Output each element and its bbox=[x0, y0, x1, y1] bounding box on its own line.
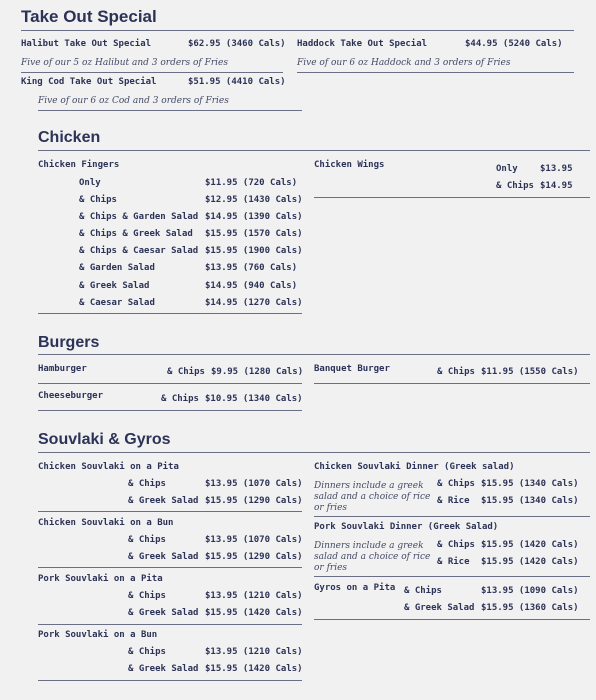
option-label: & Rice bbox=[437, 496, 470, 506]
divider bbox=[38, 511, 302, 512]
option-price: $13.95 (1090 Cals) bbox=[481, 586, 579, 596]
option-price: $9.95 (1280 Cals) bbox=[211, 367, 304, 377]
option-price: $15.95 (1420 Cals) bbox=[205, 664, 303, 674]
option-price: $13.95 (760 Cals) bbox=[205, 263, 298, 273]
option-label: & Chips bbox=[128, 479, 166, 489]
divider bbox=[314, 619, 590, 620]
option-price: $14.95 bbox=[540, 181, 573, 191]
option-price: $13.95 (1210 Cals) bbox=[205, 647, 303, 657]
option-label: & Caesar Salad bbox=[79, 298, 155, 308]
item-name-cheeseburger: Cheeseburger bbox=[38, 391, 104, 401]
item-price-haddock: $44.95 (5240 Cals) bbox=[465, 39, 563, 49]
option-price: $15.95 (1290 Cals) bbox=[205, 496, 303, 506]
option-price: $11.95 (1550 Cals) bbox=[481, 367, 579, 377]
divider bbox=[38, 383, 302, 384]
item-name-banquet-burger: Banquet Burger bbox=[314, 364, 390, 374]
option-price: $15.95 (1340 Cals) bbox=[481, 479, 579, 489]
option-price: $15.95 (1290 Cals) bbox=[205, 552, 303, 562]
option-label: & Chips bbox=[167, 367, 205, 377]
option-label: & Chips & Greek Salad bbox=[79, 229, 193, 239]
section-title-souvlaki: Souvlaki & Gyros bbox=[38, 431, 171, 448]
divider bbox=[314, 516, 590, 517]
section-title-burgers: Burgers bbox=[38, 334, 100, 351]
option-label: & Chips & Garden Salad bbox=[79, 212, 199, 222]
option-price: $13.95 (1070 Cals) bbox=[205, 535, 303, 545]
item-name-chicken-wings: Chicken Wings bbox=[314, 160, 385, 170]
item-name-halibut: Halibut Take Out Special bbox=[21, 39, 152, 49]
dinner-note: Dinners include a greek bbox=[314, 541, 424, 551]
item-name-chicken-fingers: Chicken Fingers bbox=[38, 160, 120, 170]
option-label: & Garden Salad bbox=[79, 263, 155, 273]
item-name-chicken-souvlaki-dinner: Chicken Souvlaki Dinner (Greek salad) bbox=[314, 462, 515, 472]
option-label: & Greek Salad bbox=[128, 496, 199, 506]
option-label: & Chips bbox=[437, 479, 475, 489]
option-price: $12.95 (1430 Cals) bbox=[205, 195, 303, 205]
item-name-pork-souvlaki-bun: Pork Souvlaki on a Bun bbox=[38, 630, 158, 640]
dinner-note: or fries bbox=[314, 563, 348, 573]
item-name-pork-souvlaki-dinner: Pork Souvlaki Dinner (Greek Salad) bbox=[314, 522, 499, 532]
item-price-halibut: $62.95 (3460 Cals) bbox=[188, 39, 286, 49]
dinner-note: salad and a choice of rice bbox=[314, 552, 431, 562]
option-label: & Rice bbox=[437, 557, 470, 567]
option-label: Only bbox=[79, 178, 101, 188]
item-price-kingcod: $51.95 (4410 Cals) bbox=[188, 77, 286, 87]
option-label: Only bbox=[496, 164, 518, 174]
option-label: & Greek Salad bbox=[79, 281, 150, 291]
option-price: $15.95 (1340 Cals) bbox=[481, 496, 579, 506]
dinner-note: or fries bbox=[314, 503, 348, 513]
option-price: $13.95 (1070 Cals) bbox=[205, 479, 303, 489]
option-price: $15.95 (1900 Cals) bbox=[205, 246, 303, 256]
option-label: & Chips bbox=[161, 394, 199, 404]
option-label: & Chips bbox=[79, 195, 117, 205]
divider bbox=[21, 30, 574, 31]
divider bbox=[38, 567, 302, 568]
item-name-kingcod: King Cod Take Out Special bbox=[21, 77, 157, 87]
option-label: & Chips bbox=[128, 535, 166, 545]
divider bbox=[297, 72, 574, 73]
option-price: $11.95 (720 Cals) bbox=[205, 178, 298, 188]
option-price: $15.95 (1570 Cals) bbox=[205, 229, 303, 239]
divider bbox=[38, 313, 302, 314]
option-price: $13.95 (1210 Cals) bbox=[205, 591, 303, 601]
item-name-gyros-pita: Gyros on a Pita bbox=[314, 583, 396, 593]
option-label: & Greek Salad bbox=[128, 664, 199, 674]
option-label: & Chips bbox=[437, 540, 475, 550]
option-price: $14.95 (1390 Cals) bbox=[205, 212, 303, 222]
section-title-chicken: Chicken bbox=[38, 129, 101, 146]
divider bbox=[21, 72, 283, 73]
divider bbox=[38, 410, 302, 411]
divider bbox=[314, 197, 590, 198]
option-label: & Chips bbox=[128, 647, 166, 657]
divider bbox=[314, 576, 590, 577]
option-label: & Chips & Caesar Salad bbox=[79, 246, 199, 256]
item-name-hamburger: Hamburger bbox=[38, 364, 87, 374]
dinner-note: salad and a choice of rice bbox=[314, 492, 431, 502]
divider bbox=[38, 110, 302, 111]
option-price: $15.95 (1360 Cals) bbox=[481, 603, 579, 613]
option-price: $14.95 (940 Cals) bbox=[205, 281, 298, 291]
option-label: & Greek Salad bbox=[404, 603, 475, 613]
option-label: & Greek Salad bbox=[128, 552, 199, 562]
dinner-note: Dinners include a greek bbox=[314, 481, 424, 491]
item-name-chicken-souvlaki-pita: Chicken Souvlaki on a Pita bbox=[38, 462, 179, 472]
divider bbox=[38, 680, 302, 681]
item-desc-kingcod: Five of our 6 oz Cod and 3 orders of Fries bbox=[38, 96, 229, 106]
item-desc-halibut: Five of our 5 oz Halibut and 3 orders of Fries bbox=[21, 58, 228, 68]
option-price: $15.95 (1420 Cals) bbox=[205, 608, 303, 618]
divider bbox=[38, 150, 590, 151]
option-price: $13.95 bbox=[540, 164, 573, 174]
option-price: $14.95 (1270 Cals) bbox=[205, 298, 303, 308]
divider bbox=[38, 624, 302, 625]
option-price: $10.95 (1340 Cals) bbox=[205, 394, 303, 404]
option-label: & Greek Salad bbox=[128, 608, 199, 618]
option-label: & Chips bbox=[128, 591, 166, 601]
divider bbox=[38, 452, 590, 453]
divider bbox=[38, 354, 590, 355]
option-price: $15.95 (1420 Cals) bbox=[481, 557, 579, 567]
item-desc-haddock: Five of our 6 oz Haddock and 3 orders of Fries bbox=[297, 58, 511, 68]
option-label: & Chips bbox=[404, 586, 442, 596]
option-label: & Chips bbox=[437, 367, 475, 377]
option-price: $15.95 (1420 Cals) bbox=[481, 540, 579, 550]
item-name-chicken-souvlaki-bun: Chicken Souvlaki on a Bun bbox=[38, 518, 174, 528]
section-title-takeout: Take Out Special bbox=[21, 7, 157, 26]
item-name-pork-souvlaki-pita: Pork Souvlaki on a Pita bbox=[38, 574, 163, 584]
item-name-haddock: Haddock Take Out Special bbox=[297, 39, 428, 49]
option-label: & Chips bbox=[496, 181, 534, 191]
divider bbox=[314, 383, 590, 384]
